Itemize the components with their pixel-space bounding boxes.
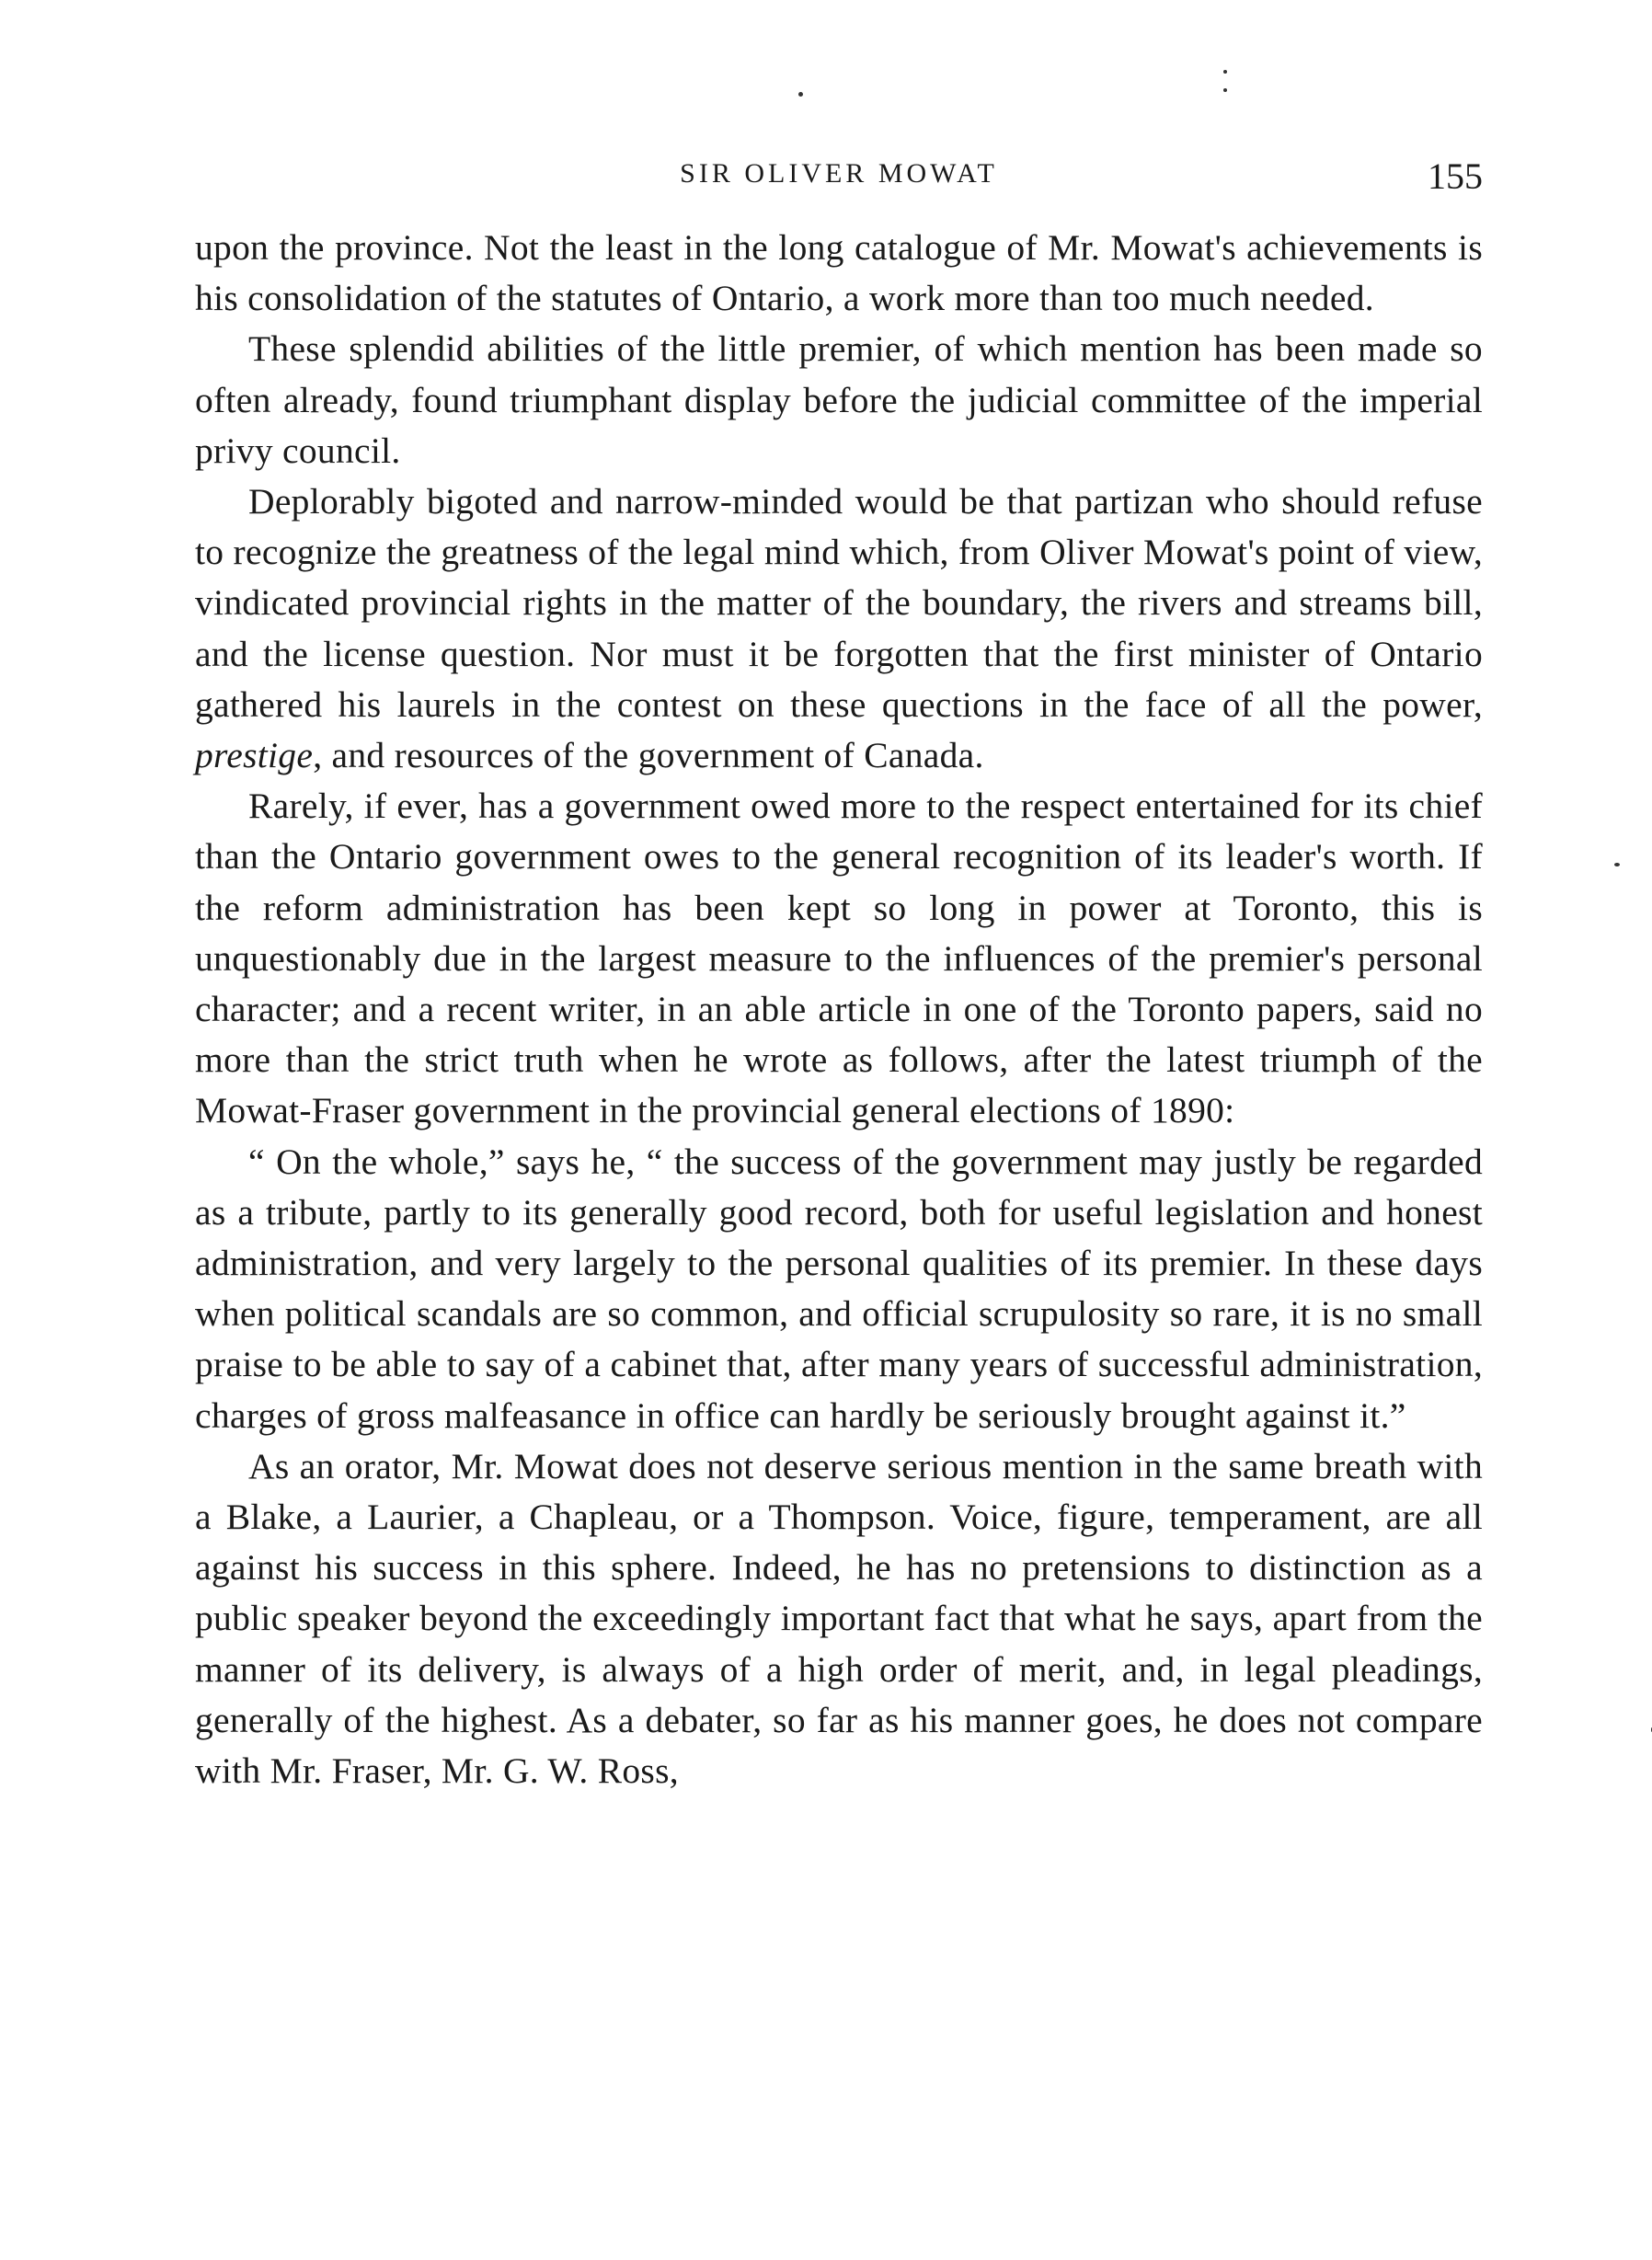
italic-word: prestige (195, 735, 314, 776)
page-header (195, 155, 1483, 210)
paragraph (195, 476, 1483, 781)
print-speck (1223, 88, 1227, 92)
paragraph: These splendid abilities of the little premier, of which mention has been made so often already, found triumphant display before the judicial committee of the imperial privy council. (195, 328, 1483, 471)
print-speck (1223, 70, 1227, 74)
page-number: 155 (1428, 155, 1483, 197)
paragraph-text: , and resources of the government of Canada. (313, 735, 984, 776)
paragraph-text: Deplorably bigoted and narrow-minded would be that partizan who should refuse to recognize the greatness of the legal mind which, from Oliver Mowat's point of view, vindicated provincial rights in the matter of the boundary, the rivers and streams bill, and the license question. Nor must it be forgotten that the first minister of Ontario gathered his laurels in the contest on these quections in the face of all the power, (195, 481, 1483, 725)
print-speck (798, 92, 803, 97)
paragraph: upon the province. Not the least in the long catalogue of Mr. Mowat's achievements is his consolidation of the statutes of Ontario, a work more than too much needed. (195, 227, 1483, 319)
running-title: SIR OLIVER MOWAT (680, 158, 998, 189)
paragraph: As an orator, Mr. Mowat does not deserve serious mention in the same breath with a Blake, a Laurier, a Chapleau, or a Thompson. Voice, figure, temperament, are all against his success in this sphere. Indeed, he has no pretensions to distinction as a public speaker beyond the exceedingly important fact that what he says, apart from the manner of its delivery, is always of a high order of merit, and, in legal pleadings, generally of the highest. As a debater, so far as his manner goes, he does not compare with Mr. Fraser, Mr. G. W. Ross, (195, 1445, 1483, 1792)
quotation-paragraph: “ On the whole,” says he, “ the success of the government may justly be regarded as a tribute, partly to its generally good record, both for useful legislation and honest administration, and very largely to the personal qualities of its premier. In these days when political scandals are so common, and official scrupulosity so rare, it is no small praise to be able to say of a cabinet that, after many years of successful administration, charges of gross malfeasance in office can hardly be seriously brought against it.” (195, 1141, 1483, 1436)
paragraph: Rarely, if ever, has a government owed more to the respect entertained for its chief than the Ontario government owes to the general recognition of its leader's worth. If the reform administration has been kept so long in power at Toronto, this is unquestionably due in the largest measure to the influences of the premier's personal character; and a recent writer, in an able article in one of the Toronto papers, said no more than the strict truth when he wrote as follows, after the latest triumph of the Mowat-Fraser government in the provincial general elections of 1890: (195, 786, 1483, 1131)
body-text (195, 223, 1483, 1796)
print-speck (1614, 863, 1620, 866)
